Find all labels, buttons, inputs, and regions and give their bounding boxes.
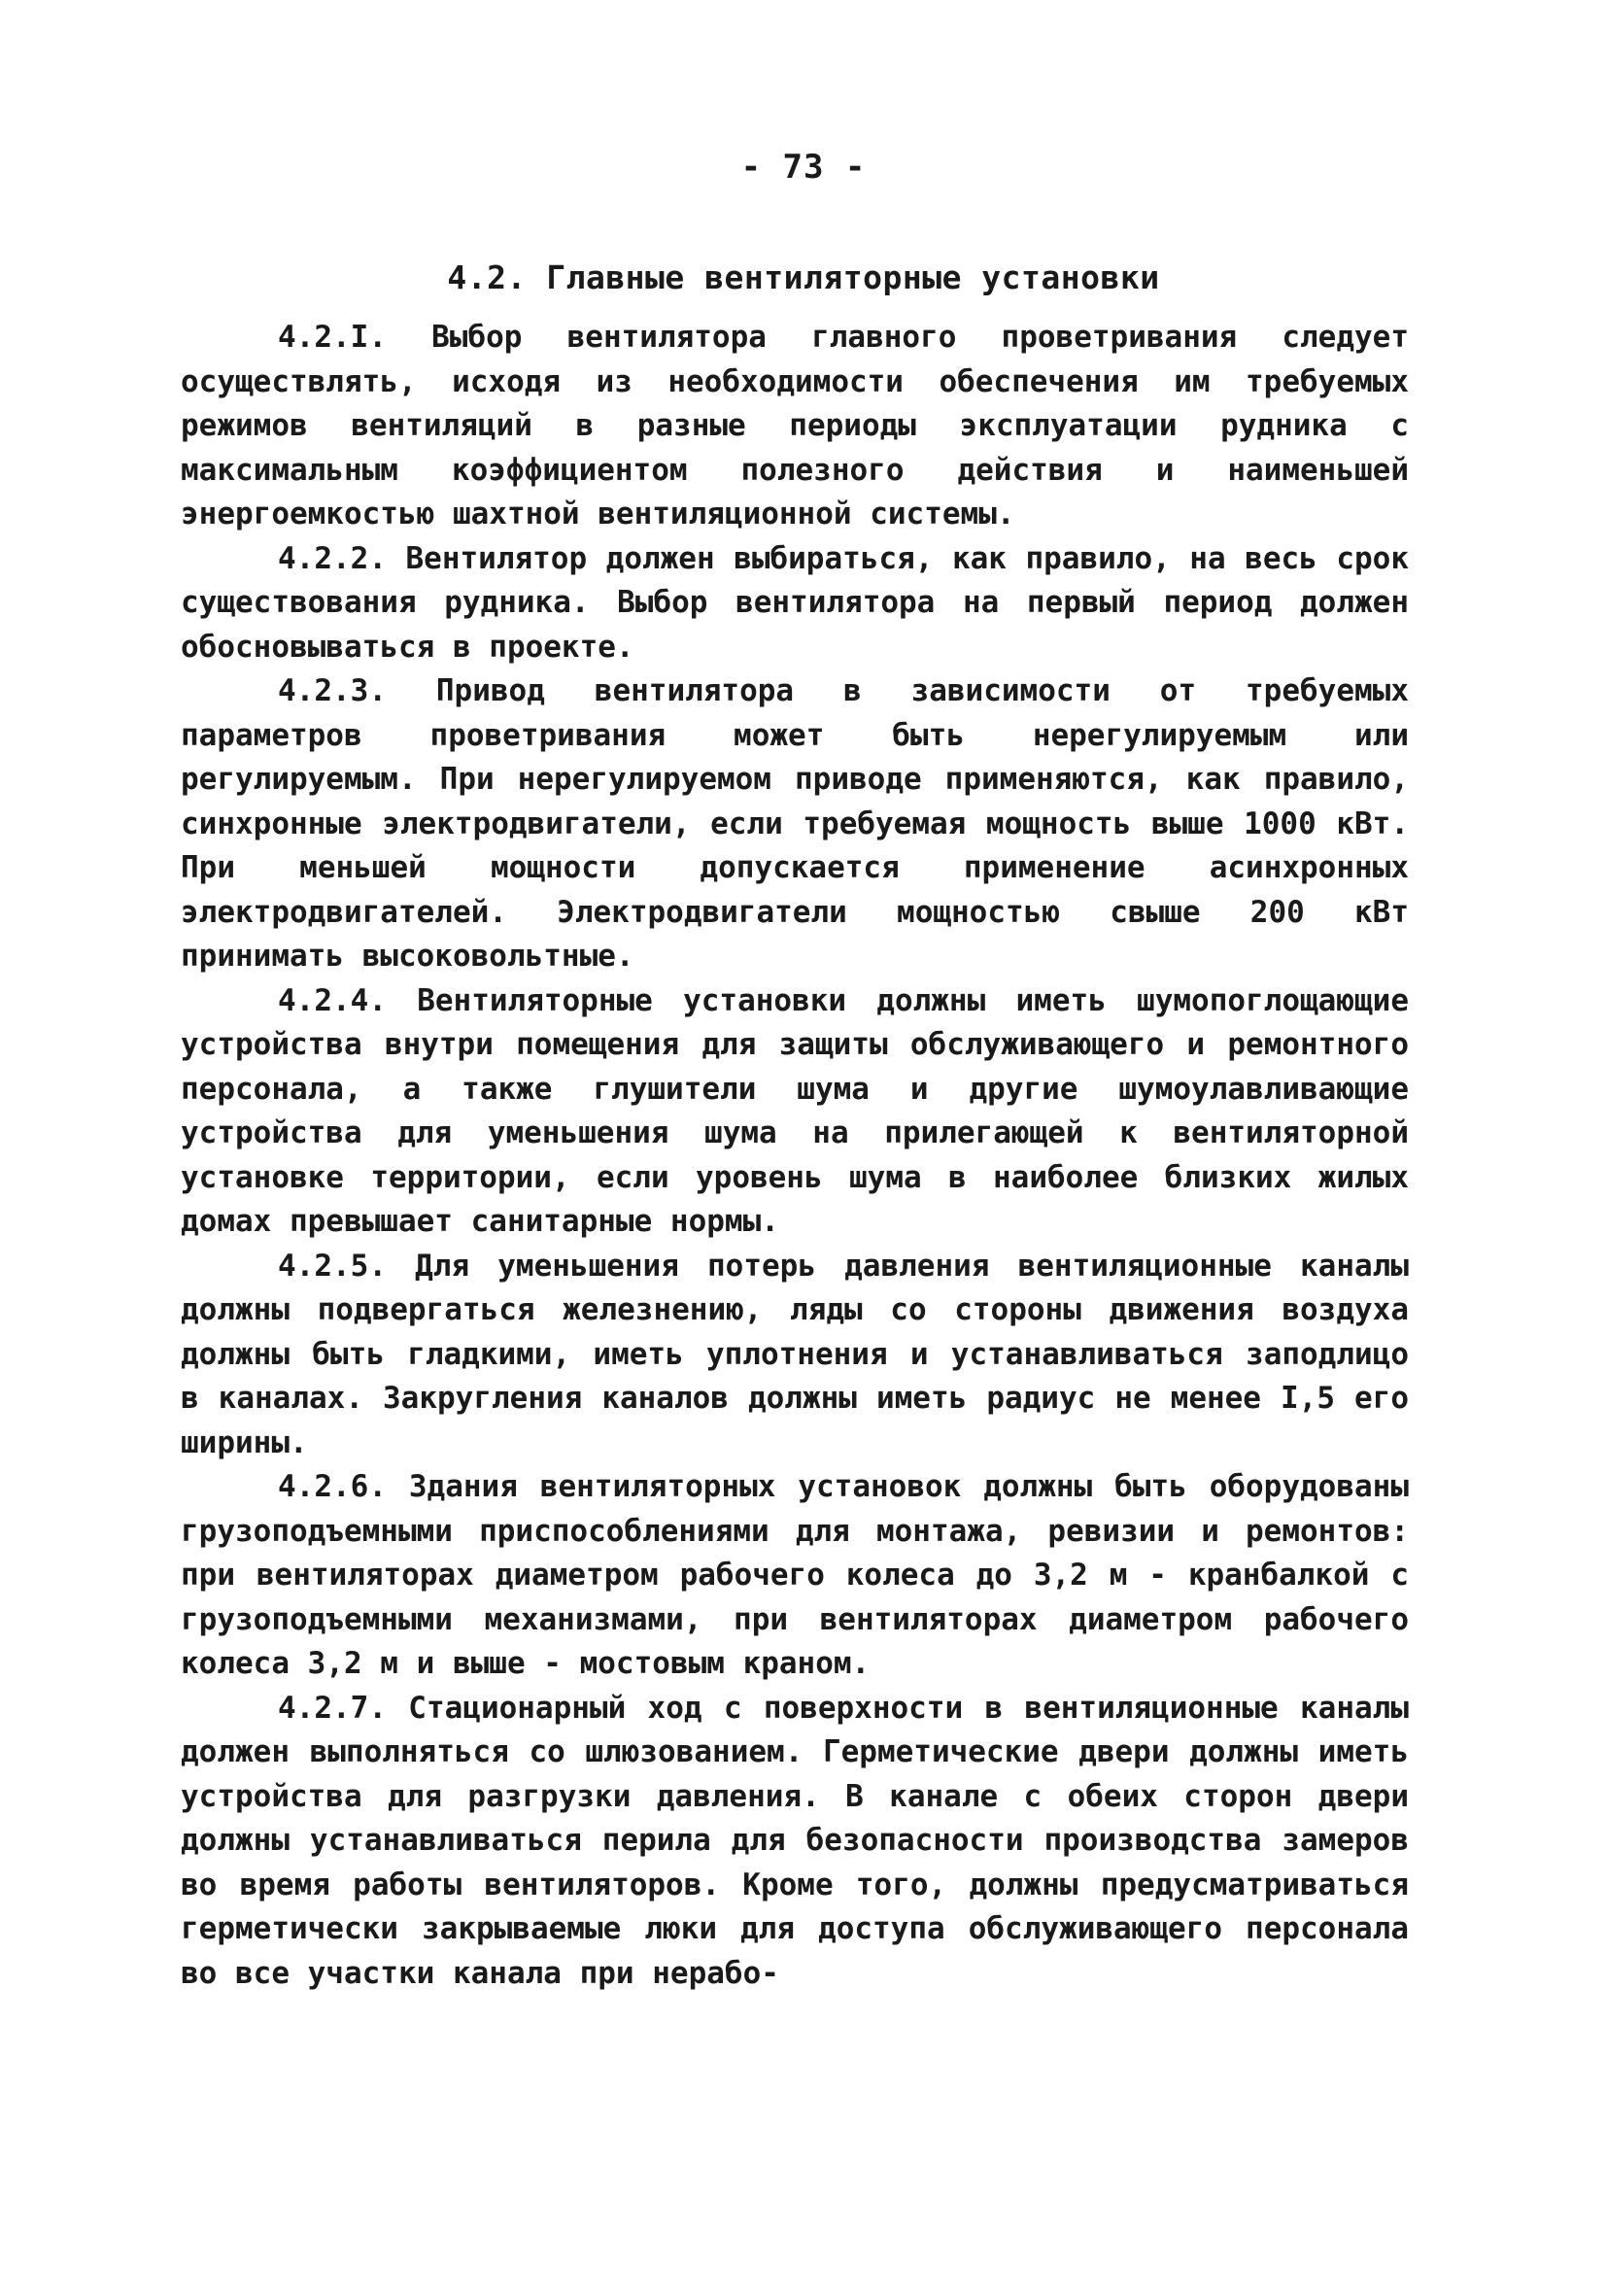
paragraph-4-2-7: 4.2.7. Стационарный ход с поверхности в вентиляционные каналы должен выполняться со шлюзованием. Герметические двери должны иметь устройства для разгрузки давления. В канале с обеих сторон двери должны устанавливаться перила для безопасности производства замеров во время работы вентиляторов. Кроме того, должны предусматриваться герметически закрываемые люки для доступа обслуживающего персонала во все участки канала при нерабо- bbox=[181, 1690, 1409, 1991]
paragraph-4-2-1: 4.2.I. Выбор вентилятора главного проветривания следует осуществлять, исходя из необходимости обеспечения им требуемых режимов вентиляций в разные периоды эксплуатации рудника с максимальным коэффициентом полезного действия и наименьшей энергоемкостью шахтной вентиляционной системы. bbox=[181, 320, 1409, 531]
section-heading: 4.2. Главные вентиляторные установки bbox=[447, 258, 1160, 296]
body-text bbox=[181, 316, 1409, 1996]
page-number: - 73 - bbox=[740, 148, 867, 187]
paragraph-4-2-4: 4.2.4. Вентиляторные установки должны иметь шумопоглощающие устройства внутри помещения для защиты обслуживающего и ремонтного персонала, а также глушители шума и другие шумоулавливающие устройства для уменьшения шума на прилегающей к вентиляторной установке территории, если уровень шума в наиболее близких жилых домах превышает санитарные нормы. bbox=[181, 982, 1409, 1239]
paragraph-4-2-6: 4.2.6. Здания вентиляторных установок должны быть оборудованы грузоподъемными приспособлениями для монтажа, ревизии и ремонтов: при вентиляторах диаметром рабочего колеса до 3,2 м - кранбалкой с грузоподъемными механизмами, при вентиляторах диаметром рабочего колеса 3,2 м и выше - мостовым краном. bbox=[181, 1469, 1409, 1681]
paragraph-4-2-3: 4.2.3. Привод вентилятора в зависимости от требуемых параметров проветривания может быть нерегулируемым или регулируемым. При нерегулируемом приводе применяются, как правило, синхронные электродвигатели, если требуемая мощность выше 1000 кВт. При меньшей мощности допускается применение асинхронных электродвигателей. Электродвигатели мощностью свыше 200 кВт принимать высоковольтные. bbox=[181, 673, 1409, 974]
paragraph-4-2-5: 4.2.5. Для уменьшения потерь давления вентиляционные каналы должны подвергаться железнению, ляды со стороны движения воздуха должны быть гладкими, иметь уплотнения и устанавливаться заподлицо в каналах. Закругления каналов должны иметь радиус не менее I,5 его ширины. bbox=[181, 1248, 1409, 1460]
paragraph-4-2-2: 4.2.2. Вентилятор должен выбираться, как правило, на весь срок существования рудника. Выбор вентилятора на первый период должен обосновываться в проекте. bbox=[181, 540, 1409, 665]
